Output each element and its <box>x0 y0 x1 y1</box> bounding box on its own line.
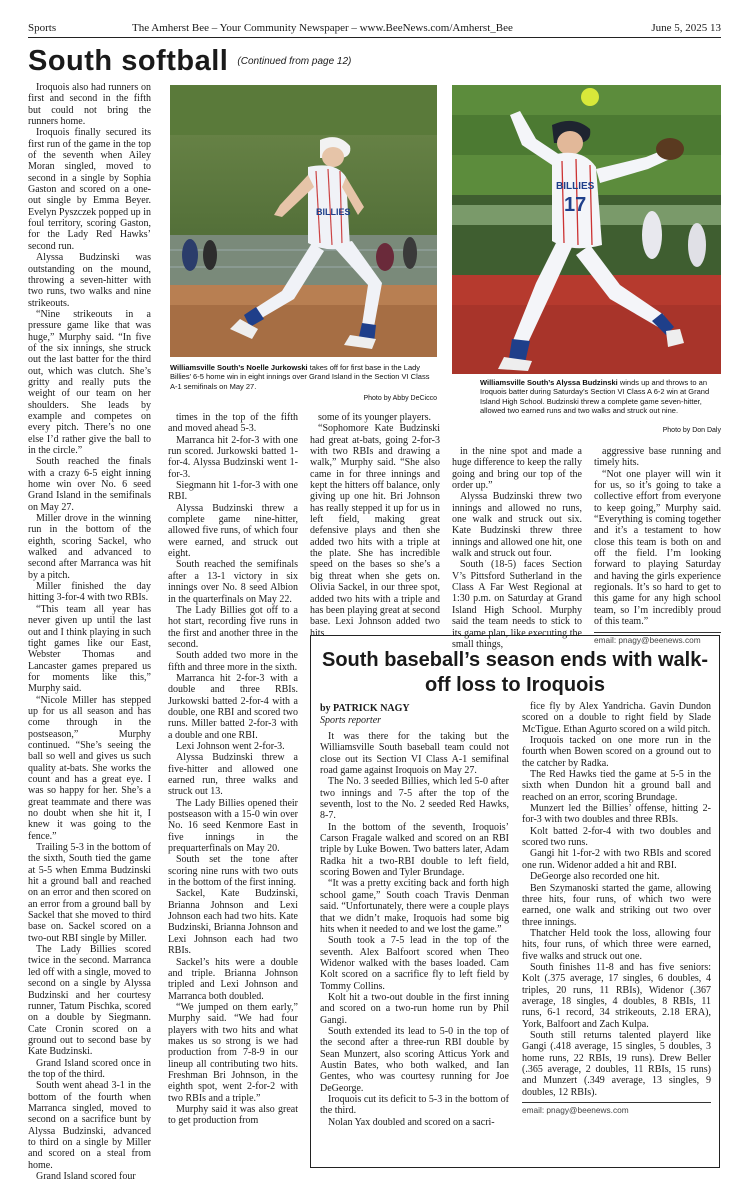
article-paragraph: Murphy said it was also great to get production from <box>168 1103 298 1127</box>
article-paragraph: Grand Island scored four <box>36 1171 136 1182</box>
softball-column-3 <box>310 412 440 639</box>
article-paragraph: DeGeorge also recorded one hit. <box>530 871 660 883</box>
article-paragraph: “Nine strikeouts in a pressure game like that was huge,” Murphy said. “In five of the six innings, she struck out the last batter for the third out, which was clutch. She’s gritty and really puts the weight of our team on her shoulders. She leads by example and competes on every pitch. There’s no one else I’d rather give the ball to in the circle.” <box>28 308 151 456</box>
baseball-headline: South baseball’s season ends with walk-off loss to Iroquois <box>321 649 709 696</box>
article-paragraph: The Lady Billies scored twice in the second. Marranca led off with a single, moved to second on a single by Alyssa Budzinski and her courtesy runner, Tatum Pischka, scored on a double by Siegmann. Cate Cronin scored on a ground out to second base by Kate Budzinski. <box>28 944 151 1058</box>
article-paragraph: The Red Hawks tied the game at 5-5 in the sixth when Dundon hit a ground ball and reached on an error, scoring Brundage. <box>522 769 711 803</box>
article-paragraph: “Nicole Miller has stepped up for us all season and has come through in the postseason,” Murphy continued. “She’s seeing the ball so well and gives us such quality at-bats. She works the count and has a great eye. I was so happy for her. She’s a great teammate and there was no doubt when she hit it, I knew it was going to the fence.” <box>28 694 151 842</box>
article-paragraph: Kolt hit a two-out double in the first inning and scored on a two-run home run by Phil Gangi. <box>320 991 509 1026</box>
softball-headline: South softball <box>28 45 229 77</box>
article-paragraph: Munzert led the Billies’ offense, hitting 2-for-3 with two doubles and three RBIs. <box>522 803 711 826</box>
article-paragraph: “Sophomore Kate Budzinski had great at-bats, going 2-for-3 with two RBIs and drawing a walk,” Murphy said. “She also came in for three innings and kept the hitters off balance, only giving up one hit. Bri Johnson has really stepped it up for us in left field, making great defensive plays and then she added two hits with a triple at the plate. She has incredible speed on the bases so she’s a big threat when she gets on. Olivia Sackel, in our three spot, added two hits with a triple and has been playing great at second base. Lexi Johnson added two hits <box>310 423 440 639</box>
byline-role: Sports reporter <box>320 714 382 726</box>
byline <box>320 703 410 726</box>
softball-column-1 <box>28 82 151 1182</box>
article-paragraph: South reached the semifinals after a 13-1 victory in six innings over No. 8 seed Albion in the quarterfinals on May 22. <box>168 559 298 605</box>
photo2-credit: Photo by Don Daly <box>662 427 721 434</box>
article-paragraph: Thatcher Held took the loss, allowing four hits, four runs, of which three were earned, five walks and struck out one. <box>522 927 711 962</box>
article-paragraph: Kolt batted 2-for-4 with two doubles and scored two runs. <box>522 825 711 849</box>
article-paragraph: Trailing 5-3 in the bottom of the sixth, South tied the game at 5-5 when Emma Budzinski hit a ground ball and reached on an error and then scored on an error from a ground ball by Sackel that she moved to third base on. Sackel scored on a two-out RBI single by Miller. <box>28 842 151 944</box>
date-page-number: June 5, 2025 13 <box>651 22 721 34</box>
article-paragraph: South added two more in the fifth and three more in the sixth. <box>168 650 298 673</box>
article-paragraph: Lexi Johnson went 2-for-3. <box>176 740 285 752</box>
continued-note: (Continued from page 12) <box>237 55 352 67</box>
baseball-column-1 <box>320 731 509 1163</box>
article-paragraph: Iroquois cut its deficit to 5-3 in the bottom of the third. <box>320 1094 509 1117</box>
photo2-caption: Williamsville South’s Alyssa Budzinski winds up and throws to an Iroquois batter during Saturday’s Section VI Class A 6-2 win at Grand Island High School. Budzinski threw a complete game seven-hitter, allowed two earned runs and two walks and struck out nine. <box>480 378 710 415</box>
softball-column-5 <box>594 446 721 645</box>
masthead: The Amherst Bee – Your Community Newspaper – www.BeeNews.com/Amherst_Bee <box>132 22 513 34</box>
article-paragraph: Iroquois also had runners on first and second in the fifth but could not bring the runners home. <box>28 82 151 128</box>
softball-headline-row <box>28 46 351 76</box>
article-paragraph: Alyssa Budzinski was outstanding on the mound, throwing a seven-hitter with two runs, two walks and nine strikeouts. <box>28 252 151 309</box>
article-paragraph: South reached the finals with a crazy 6-5 eight inning home win over No. 6 seed Grand Island in the semifinals on May 27. <box>28 456 151 513</box>
article-paragraph: Grand Island scored once in the top of the third. <box>28 1057 151 1080</box>
article-paragraph: Gangi hit 1-for-2 with two RBIs and scored one run. Widenor added a hit and RBI. <box>522 848 711 871</box>
article-paragraph: In the bottom of the seventh, Iroquois’ Carson Fragale walked and scored on an RBI triple by Luke Bowen. Two batters later, Adam Radka hit a two-RBI double to left field, scoring Bowen and Tyler Brundage. <box>320 821 509 879</box>
article-paragraph: some of its younger players. <box>318 412 432 423</box>
photo1-credit: Photo by Abby DeCicco <box>363 395 437 402</box>
article-paragraph: South still returns talented playerd like Gangi (.418 average, 15 singles, 5 doubles, 3 home runs, 22 RBIs, 19 runs). Drew Beller (.365 average, 2 doubles, 11 RBIs, 15 runs) and Munzert (.349 average, 13 singles, 9 doubles, 12 RBIs). <box>522 1029 711 1098</box>
article-paragraph: Miller finished the day hitting 3-for-4 with two RBIs. <box>28 581 151 604</box>
section-label: Sports <box>28 22 57 34</box>
article-paragraph: Sackel, Kate Budzinski, Brianna Johnson and Lexi Johnson each had two hits. Kate Budzinski, Brianna Johnson and Lexi Johnson each had two RBIs. <box>168 888 298 957</box>
article-paragraph: in the nine spot and made a huge difference to keep the rally going and bring our top of the order up.” <box>452 446 582 492</box>
page-header <box>28 22 721 38</box>
article-paragraph: The No. 3 seeded Billies, which led 5-0 after two innings and 7-5 after the top of the seventh, lost to the No. 2 seeded Red Hawks, 8-7. <box>320 776 509 822</box>
article-paragraph: South went ahead 3-1 in the bottom of the fourth when Marranca singled, moved to second on a sacrifice bunt by Alyssa Budzinski, advanced to third on a single by Miller and scored on a steal from home. <box>28 1080 151 1171</box>
article-paragraph: Alyssa Budzinski threw a five-hitter and allowed one earned run, three walks and struck out 13. <box>168 752 298 798</box>
article-paragraph: “This team all year has never given up until the last out and I think playing in such tight games like our East, Webster Thomas and Lancaster games prepared us for moments like this,” Murphy said. <box>28 603 151 695</box>
article-paragraph: Marranca hit 2-for-3 with a double and three RBIs. Jurkowski batted 2-for-4 with a double, one RBI and scored two runs. Miller batted 2-for-3 with a double and one RBI. <box>168 672 298 741</box>
article-paragraph: Alyssa Budzinski threw a complete game nine-hitter, allowed five runs, of which four were earned, and struck out eight. <box>168 502 298 560</box>
article-paragraph: fice fly by Alex Yandricha. Gavin Dundon scored on a double to right field by Slade McTigue. Ethan Agurto scored on a wild pitch. <box>522 701 711 735</box>
article-paragraph: South (18-5) faces Section V’s Pittsford Sutherland in the Class A Far West Regional at 1:30 p.m. on Saturday at Grand Island High School. Murphy said the team needs to stick to its game plan, like executing the small things, <box>452 559 582 650</box>
email-contact: email: pnagy@beenews.com <box>522 1102 711 1116</box>
article-paragraph: “We jumped on them early,” Murphy said. “We had four players with two hits and what makes us so strong is we had production from 7-8-9 in our lineup all contributing two hits. Freshman Bri Johnson, in the eighth spot, went 2-for-2 with two RBIs and a triple.” <box>168 1001 298 1104</box>
article-paragraph: “It was a pretty exciting back and forth high school game,” South coach Travis Denman said. “Unfortunately, there were a couple plays that we didn’t make, Iroquois had some big hits when it needed to and we lost the game.” <box>320 878 509 935</box>
svg-text:BILLIES: BILLIES <box>556 181 595 192</box>
article-paragraph: Iroquois tacked on one more run in the fourth when Bowen scored on a ground out to the catcher by Radka. <box>522 735 711 769</box>
photo1-caption: Williamsville South’s Noelle Jurkowski takes off for first base in the Lady Billies’ 6-5 home win in eight innings over Grand Island in the Section VI Class A-1 semifinals on May 27. <box>170 363 430 391</box>
photo-budzinski-pitching <box>452 85 721 374</box>
article-paragraph: Sackel’s hits were a double and triple. Brianna Johnson tripled and Lexi Johnson and Marranca both doubled. <box>168 956 298 1002</box>
svg-text:BILLIES: BILLIES <box>316 207 351 217</box>
article-paragraph: South set the tone after scoring nine runs with two outs in the bottom of the first inning. <box>168 854 298 889</box>
article-paragraph: aggressive base running and timely hits. <box>594 446 721 469</box>
article-paragraph: Miller drove in the winning run in the bottom of the eighth, scoring Sackel, who walked and advanced to second after Marranca was hit by a pitch. <box>28 513 151 581</box>
photo-jurkowski-running <box>170 85 437 357</box>
article-paragraph: South finishes 11-8 and has five seniors: Kolt (.375 average, 17 singles, 6 doubles, 4 triples, 20 runs, 11 RBIs), Widenor (.367 average, 18 singles, 4 doubles, 8 RBIs, 11 runs, 6-1 record, 34 strikeouts, 2.18 ERA), York, Balfoort and Zach Kulpa. <box>522 961 711 1030</box>
article-paragraph: South extended its lead to 5-0 in the top of the second after a three-run RBI double by Sean Munzert, also scoring Atticus York and Austin Bates, who both walked, and Ian Gentes, who was courtesy running for Joe DeGeorge. <box>320 1025 509 1094</box>
softball-column-4 <box>452 446 582 650</box>
svg-text:17: 17 <box>564 194 587 216</box>
article-paragraph: The Lady Billies opened their postseason with a 15-0 win over No. 16 seed Kenmore East in five innings in the prequarterfinals on May 20. <box>168 797 298 855</box>
article-paragraph: “Not one player will win it for us, so it’s going to take a collective effort from everyone to keep going,” Murphy said. “Everything is coming together and it’s a testament to how close this team is both on and off the field. I’m looking forward to playing Saturday and having the girls experience regionals. It’s so hard to get to this game for any high school team, so I’m incredibly proud of this team.” <box>594 468 721 628</box>
article-paragraph: Alyssa Budzinski threw two innings and allowed no runs, one walk and struck out six. Kate Budzinski threw three innings and allowed one hit, one walk and struck out four. <box>452 491 582 560</box>
byline-author: by PATRICK NAGY <box>320 703 410 714</box>
article-paragraph: times in the top of the fifth and moved ahead 5-3. <box>168 412 298 435</box>
article-paragraph: The Lady Billies got off to a hot start, recording five runs in the first and another three in the second. <box>168 604 298 650</box>
article-paragraph: It was there for the taking but the Williamsville South baseball team could not close out its Section VI Class A-1 semifinal road game against Iroquois on May 27. <box>320 731 509 777</box>
email-contact: email: pnagy@beenews.com <box>594 632 721 646</box>
softball-column-2 <box>168 412 298 1162</box>
article-paragraph: South took a 7-5 lead in the top of the seventh. Alex Balfoort scored when Theo Widenor walked with the bases loaded. Cam Kolt scored on a sacrifice fly to left field by Tommy Collins. <box>320 935 509 992</box>
article-paragraph: Marranca hit 2-for-3 with one run scored. Jurkowski batted 1-for-4. Alyssa Budzinski went 1-for-3. <box>168 434 298 480</box>
article-paragraph: Siegmann hit 1-for-3 with one RBI. <box>168 480 298 503</box>
baseball-column-2 <box>522 701 711 1163</box>
article-paragraph: Nolan Yax doubled and scored on a sacri- <box>328 1116 495 1128</box>
article-paragraph: Iroquois finally secured its first run of the game in the top of the seventh when Ailey Moran singled, moved to second in a single by Sophia Gaston and scored on a one-out single by Emma Beyer. Evelyn Pyszczek popped up in foul territory, scoring Gaston, for the Lady Red Hawks’ second run. <box>28 127 151 252</box>
article-paragraph: Ben Szymanoski started the game, allowing three hits, four runs, of which two were earned, one walk and striking out two over three innings. <box>522 882 711 928</box>
